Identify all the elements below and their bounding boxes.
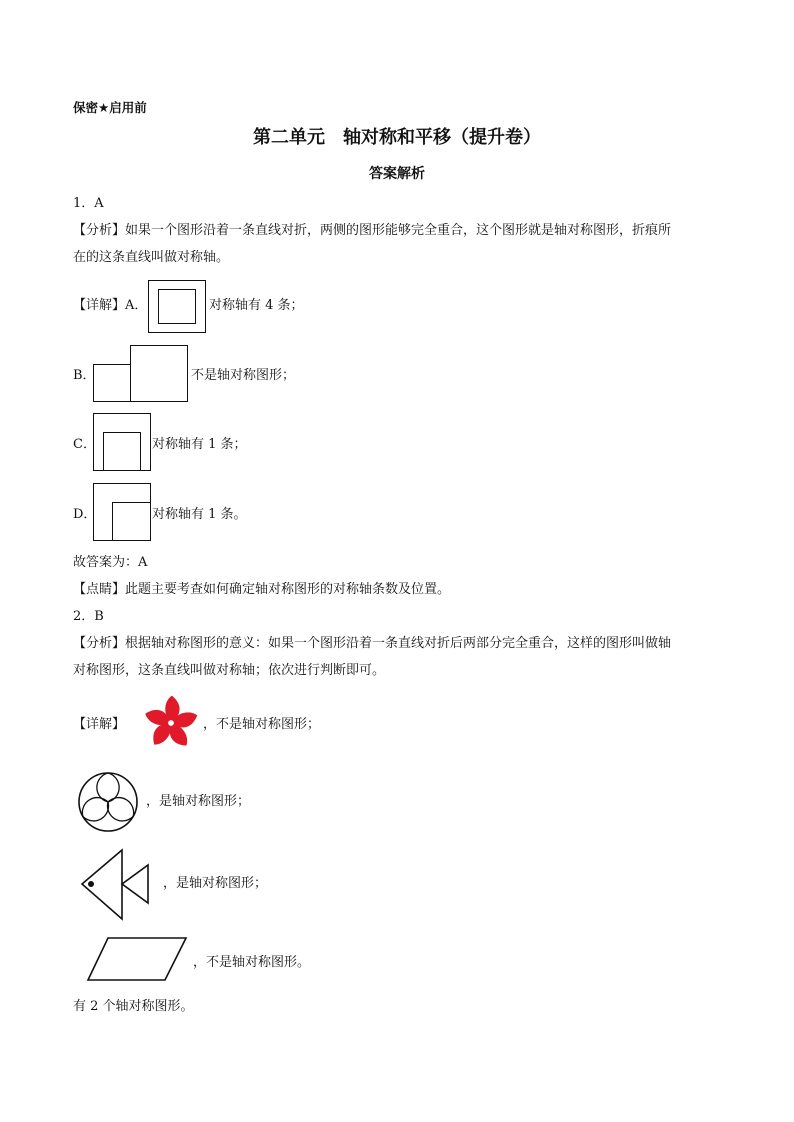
q2-circle-text: ，是轴对称图形； (146, 794, 251, 809)
confidential-label: 保密★启用前 (73, 100, 147, 115)
figure-a-nested-squares (148, 280, 208, 335)
figure-c-inner-square-bottom (93, 413, 152, 472)
figure-bauhinia-flower (140, 694, 202, 752)
q1-answer: 故答案为：A (73, 555, 148, 570)
q1-detail-prefix: 【详解】A． (73, 298, 148, 313)
q1-analysis-line2: 在的这条直线叫做对称轴。 (73, 250, 230, 265)
page-subtitle: 答案解析 (369, 166, 425, 182)
q2-number: 2．B (73, 609, 104, 624)
q1-number: 1．A (73, 196, 104, 211)
q1-a-text: 对称轴有 4 条； (209, 298, 304, 313)
q2-parallelogram-text: ，不是轴对称图形。 (193, 955, 311, 970)
q1-d-label: D． (73, 507, 97, 522)
figure-fish (80, 849, 152, 921)
page-title: 第二单元 轴对称和平移（提升卷） (253, 127, 541, 148)
q1-c-label: C． (73, 437, 96, 452)
q1-b-label: B． (73, 368, 96, 383)
q2-conclusion: 有 2 个轴对称图形。 (73, 999, 194, 1014)
q1-d-text: 对称轴有 1 条。 (152, 507, 247, 522)
q1-b-text: 不是轴对称图形； (191, 368, 296, 383)
q2-analysis-line2: 对称图形，这条直线叫做对称轴；依次进行判断即可。 (73, 663, 386, 678)
q2-flower-text: ，不是轴对称图形； (203, 717, 321, 732)
figure-circle-three-arcs (77, 771, 139, 833)
figure-parallelogram (86, 936, 188, 982)
q2-analysis-line1: 【分析】根据轴对称图形的意义：如果一个图形沿着一条直线对折后两部分完全重合，这样的图形叫做轴 (73, 636, 672, 651)
q2-fish-text: ，是轴对称图形； (163, 876, 268, 891)
q2-detail-prefix: 【详解】 (73, 717, 126, 732)
q1-analysis-line1: 【分析】如果一个图形沿着一条直线对折，两侧的图形能够完全重合，这个图形就是轴对称图形，折痕所 (73, 223, 672, 238)
q1-point: 【点睛】此题主要考查如何确定轴对称图形的对称轴条数及位置。 (73, 582, 451, 597)
figure-d-inner-square-corner (93, 483, 152, 542)
q1-c-text: 对称轴有 1 条； (152, 437, 247, 452)
figure-b-two-squares (93, 345, 190, 403)
